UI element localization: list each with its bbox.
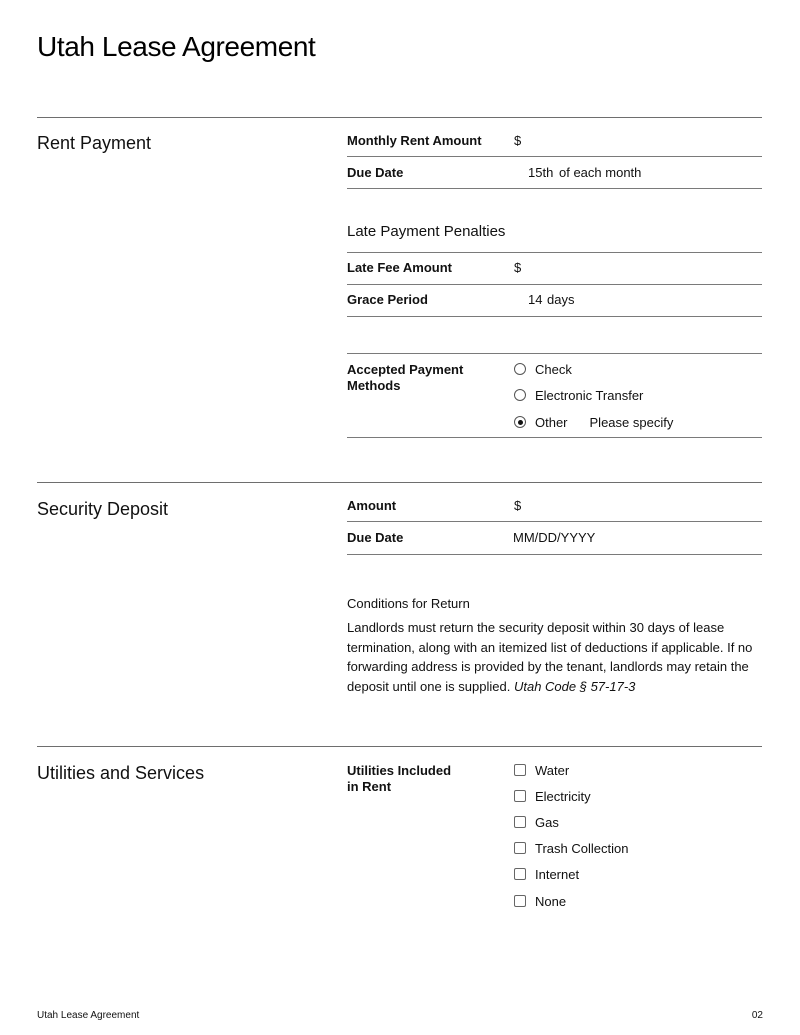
payment-option-check[interactable] <box>514 361 572 377</box>
field-underline <box>347 188 762 189</box>
utility-option-trash-collection[interactable] <box>514 840 628 856</box>
option-label: Water <box>535 762 570 778</box>
section-divider <box>37 482 762 483</box>
due-date-suffix: of each month <box>559 165 642 180</box>
footer-page-number: 02 <box>751 1010 763 1021</box>
deposit-amount-label: Amount <box>347 498 397 513</box>
deposit-due-date-label: Due Date <box>347 530 404 545</box>
section-heading-security-deposit: Security Deposit <box>37 499 169 519</box>
option-label: Electricity <box>535 788 591 804</box>
checkbox-icon[interactable] <box>514 790 526 802</box>
utility-option-internet[interactable] <box>514 866 579 882</box>
checkbox-icon[interactable] <box>514 816 526 828</box>
payment-methods-label-line2: Methods <box>347 378 401 393</box>
radio-unselected-icon[interactable] <box>514 389 526 401</box>
checkbox-icon[interactable] <box>514 895 526 907</box>
payment-option-electronic-transfer[interactable] <box>514 387 643 403</box>
section-divider <box>37 746 762 747</box>
checkbox-icon[interactable] <box>514 868 526 880</box>
currency-symbol: $ <box>514 498 522 513</box>
currency-symbol: $ <box>514 133 522 148</box>
section-divider <box>37 117 762 118</box>
checkbox-icon[interactable] <box>514 764 526 776</box>
legal-citation: Utah Code § 57-17-3 <box>513 679 636 695</box>
utilities-included-label <box>347 763 451 795</box>
grace-period-unit: days <box>547 292 575 307</box>
payment-option-other[interactable] <box>514 414 673 430</box>
footer-document-title: Utah Lease Agreement <box>37 1010 140 1021</box>
option-label: None <box>535 893 567 909</box>
checkbox-icon[interactable] <box>514 842 526 854</box>
section-heading-rent-payment: Rent Payment <box>37 133 152 153</box>
option-label: Other <box>535 414 568 430</box>
late-payment-penalties-heading: Late Payment Penalties <box>347 223 506 240</box>
currency-symbol: $ <box>514 260 522 275</box>
payment-methods-label <box>347 362 463 394</box>
radio-unselected-icon[interactable] <box>514 363 526 375</box>
option-label: Gas <box>535 814 559 830</box>
deposit-due-date-field[interactable]: MM/DD/YYYY <box>513 530 596 545</box>
conditions-for-return-text <box>347 618 767 697</box>
field-underline <box>347 252 762 253</box>
conditions-heading-text: Conditions for Return <box>347 596 470 611</box>
utility-option-water[interactable] <box>514 762 569 778</box>
other-specify-input[interactable]: Please specify <box>589 414 674 430</box>
radio-selected-icon[interactable] <box>514 416 526 428</box>
field-underline <box>347 316 762 317</box>
option-label: Internet <box>535 866 580 882</box>
utility-option-gas[interactable] <box>514 814 559 830</box>
field-underline <box>347 284 762 285</box>
conditions-body: Landlords must return the security deposit within 30 days of lease termination, along with an itemized list of deductions if applicable. If no forwarding address is provided by the tenant, landlords may retain the deposit until one is supplied. <box>347 620 753 695</box>
monthly-rent-field[interactable] <box>514 133 762 149</box>
utility-option-electricity[interactable] <box>514 788 591 804</box>
utility-option-none[interactable] <box>514 893 566 909</box>
section-heading-utilities: Utilities and Services <box>37 763 205 783</box>
late-fee-field[interactable] <box>514 260 762 276</box>
option-label: Check <box>535 361 572 377</box>
utilities-label-line2: in Rent <box>347 779 392 794</box>
field-divider <box>347 353 762 354</box>
field-divider <box>347 437 762 438</box>
deposit-amount-field[interactable] <box>514 498 762 514</box>
document-title: Utah Lease Agreement <box>37 31 316 62</box>
utilities-label-line1: Utilities Included <box>347 763 452 778</box>
grace-period-label: Grace Period <box>347 292 428 307</box>
payment-methods-label-line1: Accepted Payment <box>347 362 464 377</box>
due-day-field[interactable]: 15th <box>528 165 554 180</box>
option-label: Trash Collection <box>535 840 629 856</box>
due-date-label: Due Date <box>347 165 404 180</box>
field-underline <box>347 554 762 555</box>
field-underline <box>347 521 762 522</box>
conditions-for-return-heading <box>347 596 470 612</box>
field-underline <box>347 156 762 157</box>
option-label: Electronic Transfer <box>535 387 644 403</box>
monthly-rent-label: Monthly Rent Amount <box>347 133 482 148</box>
late-fee-label: Late Fee Amount <box>347 260 452 275</box>
grace-period-field[interactable]: 14 <box>528 292 543 307</box>
